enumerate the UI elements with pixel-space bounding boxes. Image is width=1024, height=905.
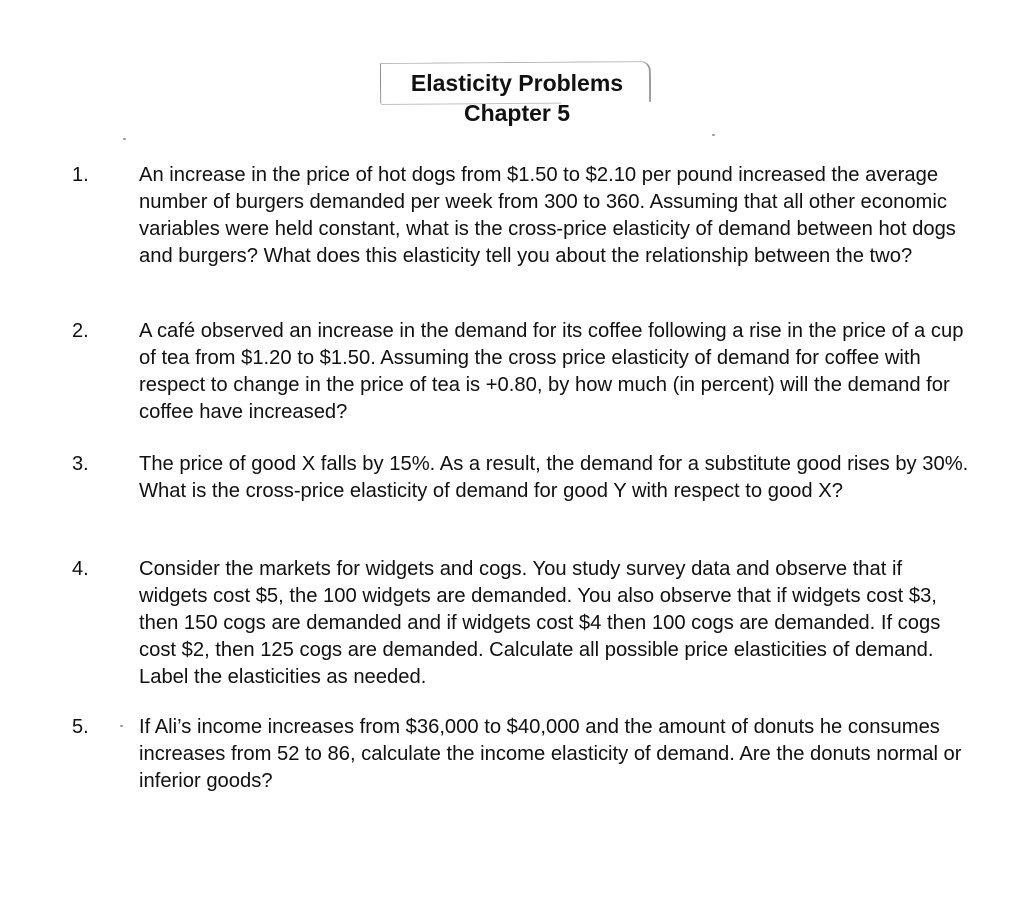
- scan-speck: [123, 138, 126, 140]
- problem-text: A café observed an increase in the demand for its coffee following a rise in the price of a cup of tea from $1.20 to $1.50. Assuming the cross price elasticity of demand for coffee with respect to change in the price of tea is +0.80, by how much (in percent) will the demand for coffee have increased?: [139, 320, 964, 423]
- chapter-subtitle: Chapter 5: [463, 100, 571, 126]
- problem-text: The price of good X falls by 15%. As a result, the demand for a substitute good rises by 30%. What is the cross-price elasticity of demand for good Y with respect to good X?: [139, 453, 969, 502]
- scan-speck: [120, 725, 123, 727]
- problem-text: An increase in the price of hot dogs from $1.50 to $2.10 per pound increased the average number of burgers demanded per week from 300 to 360. Assuming that all other economic variables were held constant, what is the cross-price elasticity of demand between hot dogs and burgers? What does this elasticity tell you about the relationship between the two?: [139, 164, 956, 267]
- problem-text: If Ali’s income increases from $36,000 to $40,000 and the amount of donuts he consumes increases from 52 to 86, calculate the income elasticity of demand. Are the donuts normal or inferior goods?: [139, 716, 962, 792]
- scan-speck: [712, 134, 715, 136]
- problem-number: 1.: [72, 164, 89, 186]
- problem-number: 4.: [72, 558, 89, 580]
- problem-number: 3.: [72, 453, 89, 475]
- problem-text: Consider the markets for widgets and cogs. You study survey data and observe that if widgets cost $5, the 100 widgets are demanded. You also observe that if widgets cost $3, then 150 cogs are demanded and if widgets cost $4 then 100 cogs are demanded. If cogs cost $2, then 125 cogs are demanded. Calculate all possible price elasticities of demand. Label the elasticities as needed.: [139, 558, 941, 688]
- page-title: Elasticity Problems: [410, 70, 624, 96]
- problem-number: 2.: [72, 320, 89, 342]
- problem-number: 5.: [72, 716, 89, 738]
